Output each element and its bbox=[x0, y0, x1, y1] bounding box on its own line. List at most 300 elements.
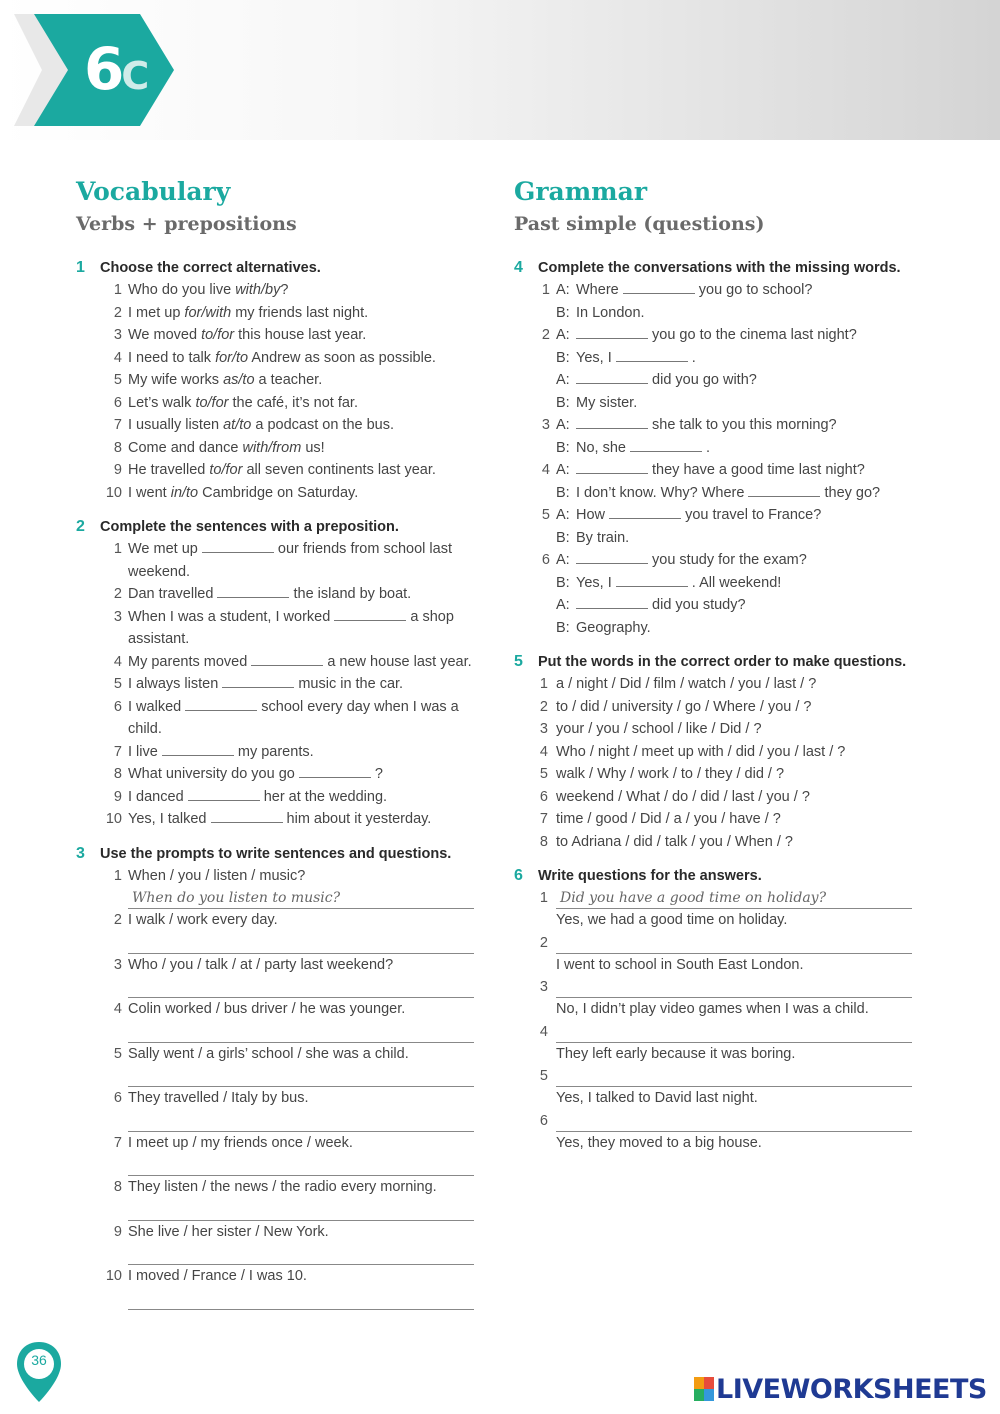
item-text-post: Cambridge on Saturday. bbox=[198, 484, 359, 501]
grammar-subtitle: Past simple (questions) bbox=[514, 213, 765, 235]
item-text bbox=[128, 673, 486, 696]
item-text bbox=[128, 459, 486, 482]
item-number: 3 bbox=[113, 608, 122, 625]
item-number: 8 bbox=[113, 439, 122, 456]
answer-line[interactable] bbox=[128, 1154, 474, 1176]
answer-blank[interactable] bbox=[616, 349, 688, 362]
conversation-text bbox=[576, 572, 924, 595]
exercise-item bbox=[76, 583, 486, 606]
item-number: 5 bbox=[113, 1045, 122, 1062]
line-text-pre: My sister. bbox=[576, 394, 638, 411]
item-text-post: a teacher. bbox=[254, 372, 323, 388]
item-number: 3 bbox=[539, 979, 548, 995]
exercise-3 bbox=[76, 843, 486, 1310]
item-text-pre: Dan travelled bbox=[128, 586, 218, 602]
brand-text: LIVEWORKSHEETS bbox=[716, 1373, 987, 1405]
item-text-post: a new house last year. bbox=[323, 653, 472, 670]
line-text-pre: In London. bbox=[576, 304, 645, 321]
speaker-label: B: bbox=[556, 304, 570, 321]
answer-blank[interactable] bbox=[576, 596, 648, 609]
item-prompt: When / you / listen / music? bbox=[128, 867, 306, 884]
answer-blank[interactable] bbox=[188, 788, 260, 801]
conversation-text bbox=[576, 617, 924, 640]
conversation-line bbox=[514, 369, 924, 392]
exercise-number: 3 bbox=[76, 844, 85, 862]
item-number: 4 bbox=[541, 462, 550, 478]
item-number: 6 bbox=[541, 552, 550, 568]
conversation-text bbox=[576, 594, 924, 617]
conversation-line bbox=[514, 482, 924, 505]
conversation-line bbox=[514, 572, 924, 595]
exercise-2 bbox=[76, 516, 486, 831]
item-text-post: this house last year. bbox=[234, 327, 367, 343]
alternatives-choice[interactable]: to/for bbox=[209, 462, 243, 478]
item-text-pre: Yes, I talked bbox=[128, 811, 211, 827]
conversation-text bbox=[576, 504, 924, 527]
exercise-item bbox=[514, 932, 924, 977]
line-text-post: they go? bbox=[820, 484, 881, 501]
exercise-item bbox=[76, 1043, 486, 1066]
item-number: 9 bbox=[113, 462, 122, 478]
exercise-item bbox=[514, 673, 924, 696]
item-text-pre: Who do you live bbox=[128, 282, 236, 298]
question-answer-line[interactable]: Did you have a good time on holiday? bbox=[556, 887, 912, 909]
exercise-item bbox=[514, 763, 924, 786]
answer-blank[interactable] bbox=[630, 439, 702, 452]
line-text-post: they have a good time last night? bbox=[648, 462, 865, 478]
answer-blank[interactable] bbox=[217, 585, 289, 598]
item-number: 4 bbox=[113, 349, 122, 366]
item-text bbox=[128, 538, 486, 583]
item-number: 3 bbox=[541, 417, 550, 433]
exercise-item bbox=[76, 763, 486, 786]
line-text-post: you go to the cinema last night? bbox=[648, 327, 857, 343]
conversation-text bbox=[576, 459, 924, 482]
scrambled-words: Who / night / meet up with / did / you / last / ? bbox=[556, 743, 846, 760]
unit-label: 6C bbox=[84, 35, 150, 103]
conversation-text bbox=[576, 392, 924, 415]
conversation-line bbox=[514, 459, 924, 482]
item-prompt: I meet up / my friends once / week. bbox=[128, 1134, 353, 1151]
speaker-label: A: bbox=[556, 417, 570, 433]
item-number: 7 bbox=[113, 1134, 122, 1151]
item-number: 7 bbox=[539, 811, 548, 827]
exercise-item bbox=[76, 808, 486, 831]
speaker-label: B: bbox=[556, 484, 570, 501]
item-text-pre: I always listen bbox=[128, 676, 223, 692]
exercise-number: 2 bbox=[76, 518, 85, 535]
alternatives-choice[interactable]: in/to bbox=[170, 484, 199, 501]
exercise-instruction: Complete the sentences with a preposition. bbox=[100, 519, 399, 535]
item-text-post: the café, it’s not far. bbox=[228, 394, 358, 411]
exercise-item bbox=[514, 718, 924, 741]
item-number: 5 bbox=[541, 507, 550, 523]
exercise-item bbox=[76, 347, 486, 370]
item-number: 1 bbox=[113, 282, 122, 298]
item-number: 3 bbox=[113, 956, 122, 973]
exercise-item bbox=[76, 279, 486, 302]
conversation-line bbox=[514, 414, 924, 437]
line-text-pre: Where bbox=[576, 282, 623, 298]
item-number: 6 bbox=[113, 698, 122, 715]
item-number: 7 bbox=[113, 417, 122, 433]
item-text-post: us! bbox=[301, 439, 325, 456]
item-number: 1 bbox=[541, 282, 550, 298]
item-text-post: my friends last night. bbox=[231, 304, 369, 321]
item-text bbox=[128, 786, 486, 809]
exercise-item bbox=[76, 437, 486, 460]
item-text-post: music in the car. bbox=[294, 676, 404, 692]
scrambled-words: walk / Why / work / to / they / did / ? bbox=[556, 766, 785, 782]
item-number: 7 bbox=[113, 743, 122, 760]
grammar-title: Grammar bbox=[514, 177, 647, 206]
exercise-item bbox=[514, 808, 924, 831]
exercise-item bbox=[76, 741, 486, 764]
alternatives-choice[interactable]: to/for bbox=[195, 394, 229, 411]
item-text-post: the island by boat. bbox=[289, 586, 412, 602]
line-text-post: . bbox=[687, 349, 696, 366]
speaker-label: A: bbox=[556, 282, 570, 298]
exercise-item bbox=[76, 1176, 486, 1199]
conversation-text bbox=[576, 369, 924, 392]
item-text bbox=[128, 482, 486, 505]
item-text-post: a shop assistant. bbox=[128, 608, 454, 647]
answer-blank[interactable] bbox=[623, 281, 695, 294]
speaker-label: B: bbox=[556, 574, 570, 591]
given-answer: Yes, we had a good time on holiday. bbox=[556, 912, 788, 928]
conversation-line bbox=[514, 594, 924, 617]
line-text-post: . bbox=[702, 439, 711, 456]
alternatives-choice[interactable]: with/by bbox=[235, 282, 281, 298]
exercise-item bbox=[76, 606, 486, 651]
alternatives-choice[interactable]: at/to bbox=[223, 417, 252, 433]
exercise-item bbox=[514, 887, 924, 932]
item-number: 5 bbox=[539, 766, 548, 782]
answer-blank[interactable] bbox=[222, 675, 294, 688]
item-number: 6 bbox=[539, 1112, 548, 1129]
scrambled-words: time / good / Did / a / you / have / ? bbox=[556, 811, 781, 827]
given-answer: No, I didn’t play video games when I was a child. bbox=[556, 1001, 869, 1017]
answer-blank[interactable] bbox=[334, 608, 406, 621]
exercise-item bbox=[76, 1265, 486, 1288]
given-answer: They left early because it was boring. bbox=[556, 1045, 796, 1062]
item-text bbox=[128, 763, 486, 786]
item-prompt: Colin worked / bus driver / he was younger. bbox=[128, 1001, 406, 1017]
speaker-label: A: bbox=[556, 597, 570, 613]
line-text-post: you study for the exam? bbox=[648, 552, 807, 568]
item-text bbox=[128, 324, 486, 347]
scrambled-words: to Adriana / did / talk / you / When / ? bbox=[556, 833, 793, 850]
answer-line[interactable] bbox=[128, 1243, 474, 1265]
answer-blank[interactable] bbox=[185, 698, 257, 711]
exercise-4-lines bbox=[514, 279, 924, 639]
liveworksheets-logo-icon bbox=[694, 1377, 714, 1401]
speaker-label: B: bbox=[556, 349, 570, 366]
item-prompt: They travelled / Italy by bus. bbox=[128, 1090, 309, 1106]
exercise-4 bbox=[514, 257, 924, 639]
item-text-pre: I walked bbox=[128, 698, 186, 715]
scrambled-words: a / night / Did / film / watch / you / last / ? bbox=[556, 676, 817, 692]
line-text-pre: Yes, I bbox=[576, 349, 616, 366]
answer-blank[interactable] bbox=[251, 653, 323, 666]
answer-blank[interactable] bbox=[299, 765, 371, 778]
exercise-item bbox=[514, 1021, 924, 1066]
exercise-item bbox=[514, 1110, 924, 1155]
given-answer: Yes, they moved to a big house. bbox=[556, 1134, 762, 1151]
item-text-pre: I danced bbox=[128, 788, 188, 805]
item-number: 2 bbox=[113, 304, 122, 321]
item-text-pre: Let’s walk bbox=[128, 394, 196, 411]
answer-line[interactable] bbox=[128, 932, 474, 954]
item-text-pre: When I was a student, I worked bbox=[128, 608, 335, 625]
question-answer-line[interactable] bbox=[556, 932, 912, 954]
exercise-number: 4 bbox=[514, 259, 523, 276]
exercise-item bbox=[76, 909, 486, 932]
answer-line[interactable] bbox=[128, 1065, 474, 1087]
conversation-line bbox=[514, 392, 924, 415]
answer-line[interactable] bbox=[128, 1021, 474, 1043]
speaker-label: A: bbox=[556, 552, 570, 568]
conversation-text bbox=[576, 279, 924, 302]
answer-blank[interactable] bbox=[576, 326, 648, 339]
item-text-pre: He travelled bbox=[128, 462, 210, 478]
alternatives-choice[interactable]: as/to bbox=[223, 372, 255, 388]
question-answer-line[interactable] bbox=[556, 1065, 912, 1087]
line-text-post: did you go with? bbox=[648, 372, 757, 388]
item-number: 2 bbox=[541, 327, 550, 343]
item-text bbox=[128, 279, 486, 302]
liveworksheets-brand[interactable] bbox=[694, 1374, 987, 1404]
alternatives-choice[interactable]: with/from bbox=[242, 439, 302, 456]
item-text bbox=[128, 651, 486, 674]
exercise-instruction: Put the words in the correct order to make questions. bbox=[538, 654, 907, 670]
item-text bbox=[128, 696, 486, 741]
exercise-item bbox=[76, 482, 486, 505]
item-text bbox=[128, 583, 486, 606]
exercise-item bbox=[76, 324, 486, 347]
exercise-instruction: Choose the correct alternatives. bbox=[100, 260, 321, 276]
item-text-post: all seven continents last year. bbox=[242, 462, 436, 478]
item-text bbox=[128, 302, 486, 325]
conversation-text bbox=[576, 302, 924, 325]
item-number: 2 bbox=[539, 698, 548, 715]
exercise-2-items bbox=[76, 538, 486, 831]
item-text-pre: My wife works bbox=[128, 372, 224, 388]
alternatives-choice[interactable]: to/for bbox=[201, 327, 235, 343]
scrambled-words: to / did / university / go / Where / you / ? bbox=[556, 698, 812, 715]
item-text-pre: I met up bbox=[128, 304, 185, 321]
exercise-number: 1 bbox=[76, 259, 85, 276]
item-prompt: I moved / France / I was 10. bbox=[128, 1268, 307, 1284]
exercise-item bbox=[76, 414, 486, 437]
question-answer-line[interactable] bbox=[556, 1110, 912, 1132]
item-text-pre: We met up bbox=[128, 541, 202, 557]
exercise-item bbox=[514, 831, 924, 854]
line-text-post: did you study? bbox=[648, 597, 746, 613]
exercise-number: 5 bbox=[514, 653, 523, 670]
exercise-item bbox=[76, 369, 486, 392]
map-pin-icon bbox=[14, 1340, 64, 1404]
exercise-item bbox=[76, 1221, 486, 1244]
item-number: 9 bbox=[113, 788, 122, 805]
item-number: 1 bbox=[113, 541, 122, 557]
exercise-item bbox=[76, 459, 486, 482]
conversation-text bbox=[576, 437, 924, 460]
item-number: 3 bbox=[113, 327, 122, 343]
item-prompt: Who / you / talk / at / party last weekend? bbox=[128, 956, 394, 973]
item-number: 4 bbox=[113, 1001, 122, 1017]
conversation-line bbox=[514, 302, 924, 325]
conversation-line bbox=[514, 504, 924, 527]
conversation-text bbox=[576, 549, 924, 572]
item-text-pre: I need to talk bbox=[128, 349, 216, 366]
question-answer-line[interactable] bbox=[556, 1021, 912, 1043]
vocabulary-subtitle: Verbs + prepositions bbox=[76, 213, 297, 235]
item-number: 5 bbox=[113, 676, 122, 692]
line-text-pre: Yes, I bbox=[576, 574, 616, 591]
exercise-6 bbox=[514, 865, 924, 1154]
item-number: 6 bbox=[113, 394, 122, 411]
line-text-post: you travel to France? bbox=[681, 507, 822, 523]
item-number: 8 bbox=[539, 833, 548, 850]
item-number: 1 bbox=[113, 867, 122, 884]
item-text-post: her at the wedding. bbox=[259, 788, 388, 805]
item-number: 1 bbox=[539, 676, 548, 692]
answer-blank[interactable] bbox=[616, 574, 688, 587]
speaker-label: A: bbox=[556, 327, 570, 343]
answer-blank[interactable] bbox=[162, 743, 234, 756]
item-number: 2 bbox=[113, 586, 122, 602]
speaker-label: A: bbox=[556, 462, 570, 478]
speaker-label: B: bbox=[556, 619, 570, 636]
item-number: 6 bbox=[539, 788, 548, 805]
item-text-post: a podcast on the bus. bbox=[251, 417, 395, 433]
item-number: 8 bbox=[113, 766, 122, 782]
item-number: 8 bbox=[113, 1179, 122, 1195]
vocabulary-title: Vocabulary bbox=[76, 177, 231, 206]
conversation-text bbox=[576, 347, 924, 370]
item-text-post: him about it yesterday. bbox=[282, 811, 432, 827]
line-text-pre: I don’t know. Why? Where bbox=[576, 484, 749, 501]
item-number: 10 bbox=[105, 811, 122, 827]
alternatives-choice[interactable]: for/with bbox=[184, 304, 232, 321]
exercise-item bbox=[76, 302, 486, 325]
answer-line[interactable] bbox=[128, 976, 474, 998]
item-text-pre: I went bbox=[128, 484, 171, 501]
item-number: 3 bbox=[539, 721, 548, 737]
item-number: 1 bbox=[539, 890, 548, 906]
answer-blank[interactable] bbox=[609, 506, 681, 519]
speaker-label: B: bbox=[556, 529, 570, 546]
item-text-post: ? bbox=[280, 282, 289, 298]
exercise-item bbox=[76, 538, 486, 583]
question-answer-line[interactable] bbox=[556, 976, 912, 998]
item-text bbox=[128, 437, 486, 460]
item-text bbox=[128, 808, 486, 831]
exercise-item bbox=[76, 1087, 486, 1110]
item-text-pre: I usually listen bbox=[128, 417, 224, 433]
item-prompt: She live / her sister / New York. bbox=[128, 1223, 329, 1240]
answer-blank[interactable] bbox=[202, 540, 274, 553]
item-text bbox=[128, 369, 486, 392]
line-text-post: she talk to you this morning? bbox=[648, 417, 837, 433]
answer-line[interactable] bbox=[128, 1199, 474, 1221]
answer-line[interactable] bbox=[128, 1288, 474, 1310]
item-text-post: our friends from school last weekend. bbox=[128, 541, 452, 580]
answer-blank[interactable] bbox=[576, 461, 648, 474]
exercise-item bbox=[76, 998, 486, 1021]
line-text-pre: Geography. bbox=[576, 619, 651, 636]
exercise-instruction: Write questions for the answers. bbox=[538, 868, 762, 884]
conversation-text bbox=[576, 414, 924, 437]
exercise-item bbox=[514, 741, 924, 764]
grammar-column bbox=[514, 176, 924, 1154]
answer-line[interactable] bbox=[128, 1110, 474, 1132]
item-text-post: Andrew as soon as possible. bbox=[248, 349, 436, 366]
line-text-pre: By train. bbox=[576, 529, 630, 546]
line-text-pre: How bbox=[576, 507, 610, 523]
conversation-line bbox=[514, 617, 924, 640]
item-number: 4 bbox=[113, 653, 122, 670]
item-prompt: Sally went / a girls’ school / she was a child. bbox=[128, 1045, 409, 1062]
item-text bbox=[128, 741, 486, 764]
item-text-pre: We moved bbox=[128, 327, 202, 343]
item-text bbox=[128, 392, 486, 415]
exercise-item bbox=[514, 696, 924, 719]
item-prompt: I walk / work every day. bbox=[128, 912, 278, 928]
line-text-post: you go to school? bbox=[694, 282, 813, 298]
item-number: 10 bbox=[105, 1268, 122, 1284]
scrambled-words: your / you / school / like / Did / ? bbox=[556, 721, 762, 737]
conversation-line bbox=[514, 347, 924, 370]
exercise-1-items bbox=[76, 279, 486, 504]
item-text bbox=[128, 606, 486, 651]
answer-blank[interactable] bbox=[748, 484, 820, 497]
conversation-line bbox=[514, 324, 924, 347]
answer-blank[interactable] bbox=[576, 416, 648, 429]
item-number: 2 bbox=[539, 934, 548, 951]
answer-line[interactable]: When do you listen to music? bbox=[128, 887, 474, 909]
page-number: 36 bbox=[31, 1352, 47, 1368]
conversation-line bbox=[514, 549, 924, 572]
conversation-line bbox=[514, 527, 924, 550]
given-answer: Yes, I talked to David last night. bbox=[556, 1090, 758, 1106]
item-number: 6 bbox=[113, 1090, 122, 1106]
speaker-label: A: bbox=[556, 507, 570, 523]
exercise-instruction: Complete the conversations with the missing words. bbox=[538, 260, 901, 276]
exercise-item bbox=[76, 651, 486, 674]
line-text-post: . All weekend! bbox=[687, 574, 782, 591]
answer-blank[interactable] bbox=[576, 551, 648, 564]
conversation-text bbox=[576, 324, 924, 347]
exercise-number: 6 bbox=[514, 867, 523, 884]
exercise-1 bbox=[76, 257, 486, 504]
exercise-item bbox=[514, 976, 924, 1021]
exercise-instruction: Use the prompts to write sentences and questions. bbox=[100, 845, 452, 862]
exercise-item bbox=[76, 865, 486, 888]
item-text bbox=[128, 347, 486, 370]
exercise-item bbox=[76, 392, 486, 415]
item-text-pre: My parents moved bbox=[128, 653, 252, 670]
exercise-3-items bbox=[76, 865, 486, 1310]
item-number: 4 bbox=[539, 743, 548, 760]
answer-blank[interactable] bbox=[211, 810, 283, 823]
item-number: 5 bbox=[539, 1068, 548, 1084]
item-text-post: my parents. bbox=[233, 743, 314, 760]
alternatives-choice[interactable]: for/to bbox=[215, 349, 249, 366]
answer-blank[interactable] bbox=[576, 371, 648, 384]
item-number: 9 bbox=[113, 1223, 122, 1240]
